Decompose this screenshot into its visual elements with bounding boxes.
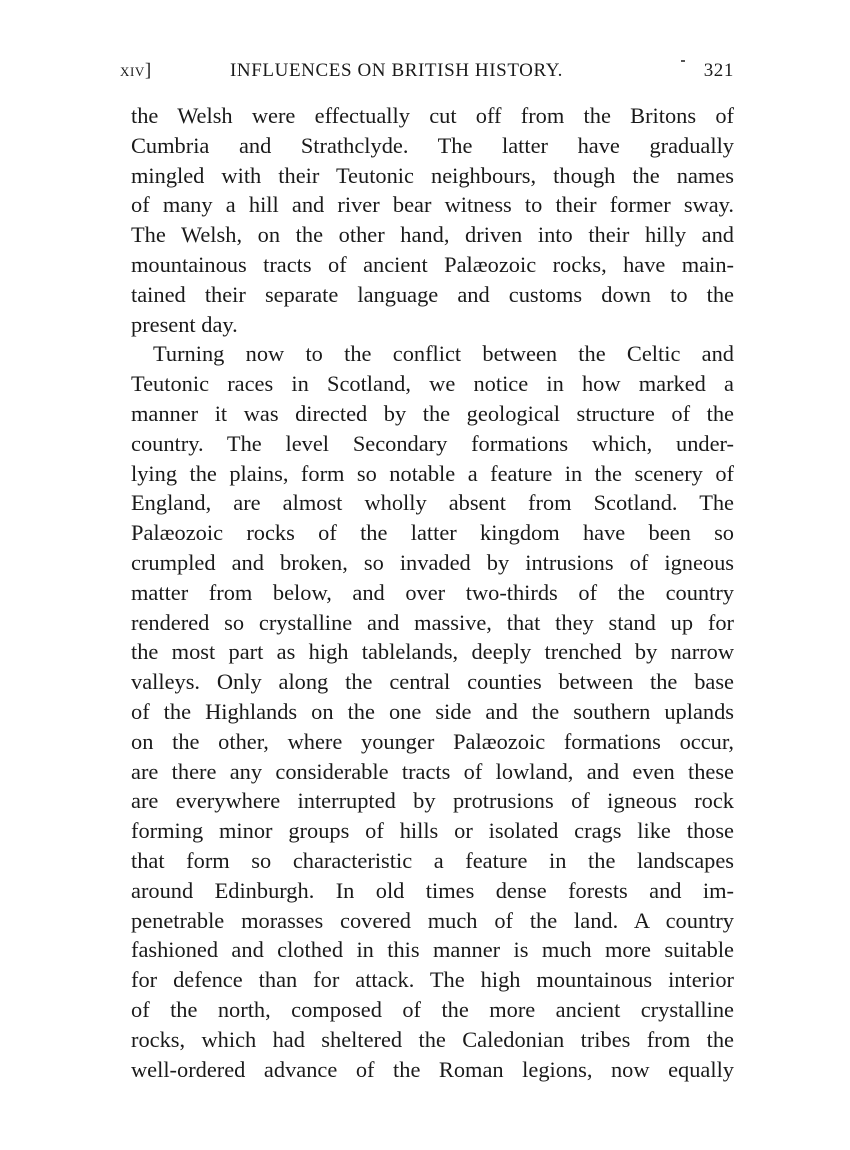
text-line: England, are almost wholly absent from Scotland. The	[131, 490, 734, 516]
text-line: are there any considerable tracts of lowland, and even these	[131, 758, 734, 784]
text-line: manner it was directed by the geological structure of the	[131, 400, 734, 426]
text-line: The Welsh, on the other hand, driven into their hilly and	[131, 222, 734, 248]
text-line: mountainous tracts of ancient Palæozoic rocks, have main-	[131, 251, 734, 277]
text-line: of many a hill and river bear witness to their former sway.	[131, 192, 734, 218]
text-line: on the other, where younger Palæozoic formations occur,	[131, 728, 734, 754]
text-line: are everywhere interrupted by protrusions of igneous rock	[131, 788, 734, 814]
running-title: INFLUENCES ON BRITISH HISTORY.	[230, 60, 563, 81]
chapter-number: xiv]	[120, 60, 152, 81]
text-line: forming minor groups of hills or isolated crags like those	[131, 818, 734, 844]
page-number: 321	[703, 60, 734, 81]
text-line: Teutonic races in Scotland, we notice in how marked a	[131, 371, 734, 397]
paragraph-first-line: Turning now to the conflict between the Celtic and	[153, 341, 734, 367]
text-line: Cumbria and Strathclyde. The latter have gradually	[131, 132, 734, 158]
text-line: mingled with their Teutonic neighbours, though the names	[131, 162, 734, 188]
text-line: well-ordered advance of the Roman legions, now equally	[131, 1056, 734, 1082]
body-text	[131, 101, 734, 1084]
text-line: matter from below, and over two-thirds of the country	[131, 579, 734, 605]
text-line: lying the plains, form so notable a feature in the scenery of	[131, 460, 734, 486]
text-line: rendered so crystalline and massive, that they stand up for	[131, 609, 734, 635]
text-line: of the Highlands on the one side and the southern uplands	[131, 698, 734, 724]
text-line: of the north, composed of the more ancient crystalline	[131, 996, 734, 1022]
text-line: the most part as high tablelands, deeply trenched by narrow	[131, 639, 734, 665]
running-head	[120, 60, 734, 90]
text-line: crumpled and broken, so invaded by intrusions of igneous	[131, 549, 734, 575]
text-line: valleys. Only along the central counties between the base	[131, 669, 734, 695]
text-line: around Edinburgh. In old times dense forests and im-	[131, 877, 734, 903]
text-line: fashioned and clothed in this manner is much more suitable	[131, 937, 734, 963]
text-line: the Welsh were effectually cut off from the Britons of	[131, 103, 734, 128]
text-line: tained their separate language and customs down to the	[131, 281, 734, 307]
text-line: Palæozoic rocks of the latter kingdom have been so	[131, 520, 734, 546]
text-line: country. The level Secondary formations which, under-	[131, 430, 734, 456]
print-mark	[681, 60, 685, 62]
text-line: penetrable morasses covered much of the land. A country	[131, 907, 734, 933]
text-line: rocks, which had sheltered the Caledonian tribes from the	[131, 1026, 734, 1052]
text-line: that form so characteristic a feature in the landscapes	[131, 847, 734, 873]
paragraph-end-line: present day.	[131, 311, 238, 337]
text-line: for defence than for attack. The high mountainous interior	[131, 967, 734, 993]
